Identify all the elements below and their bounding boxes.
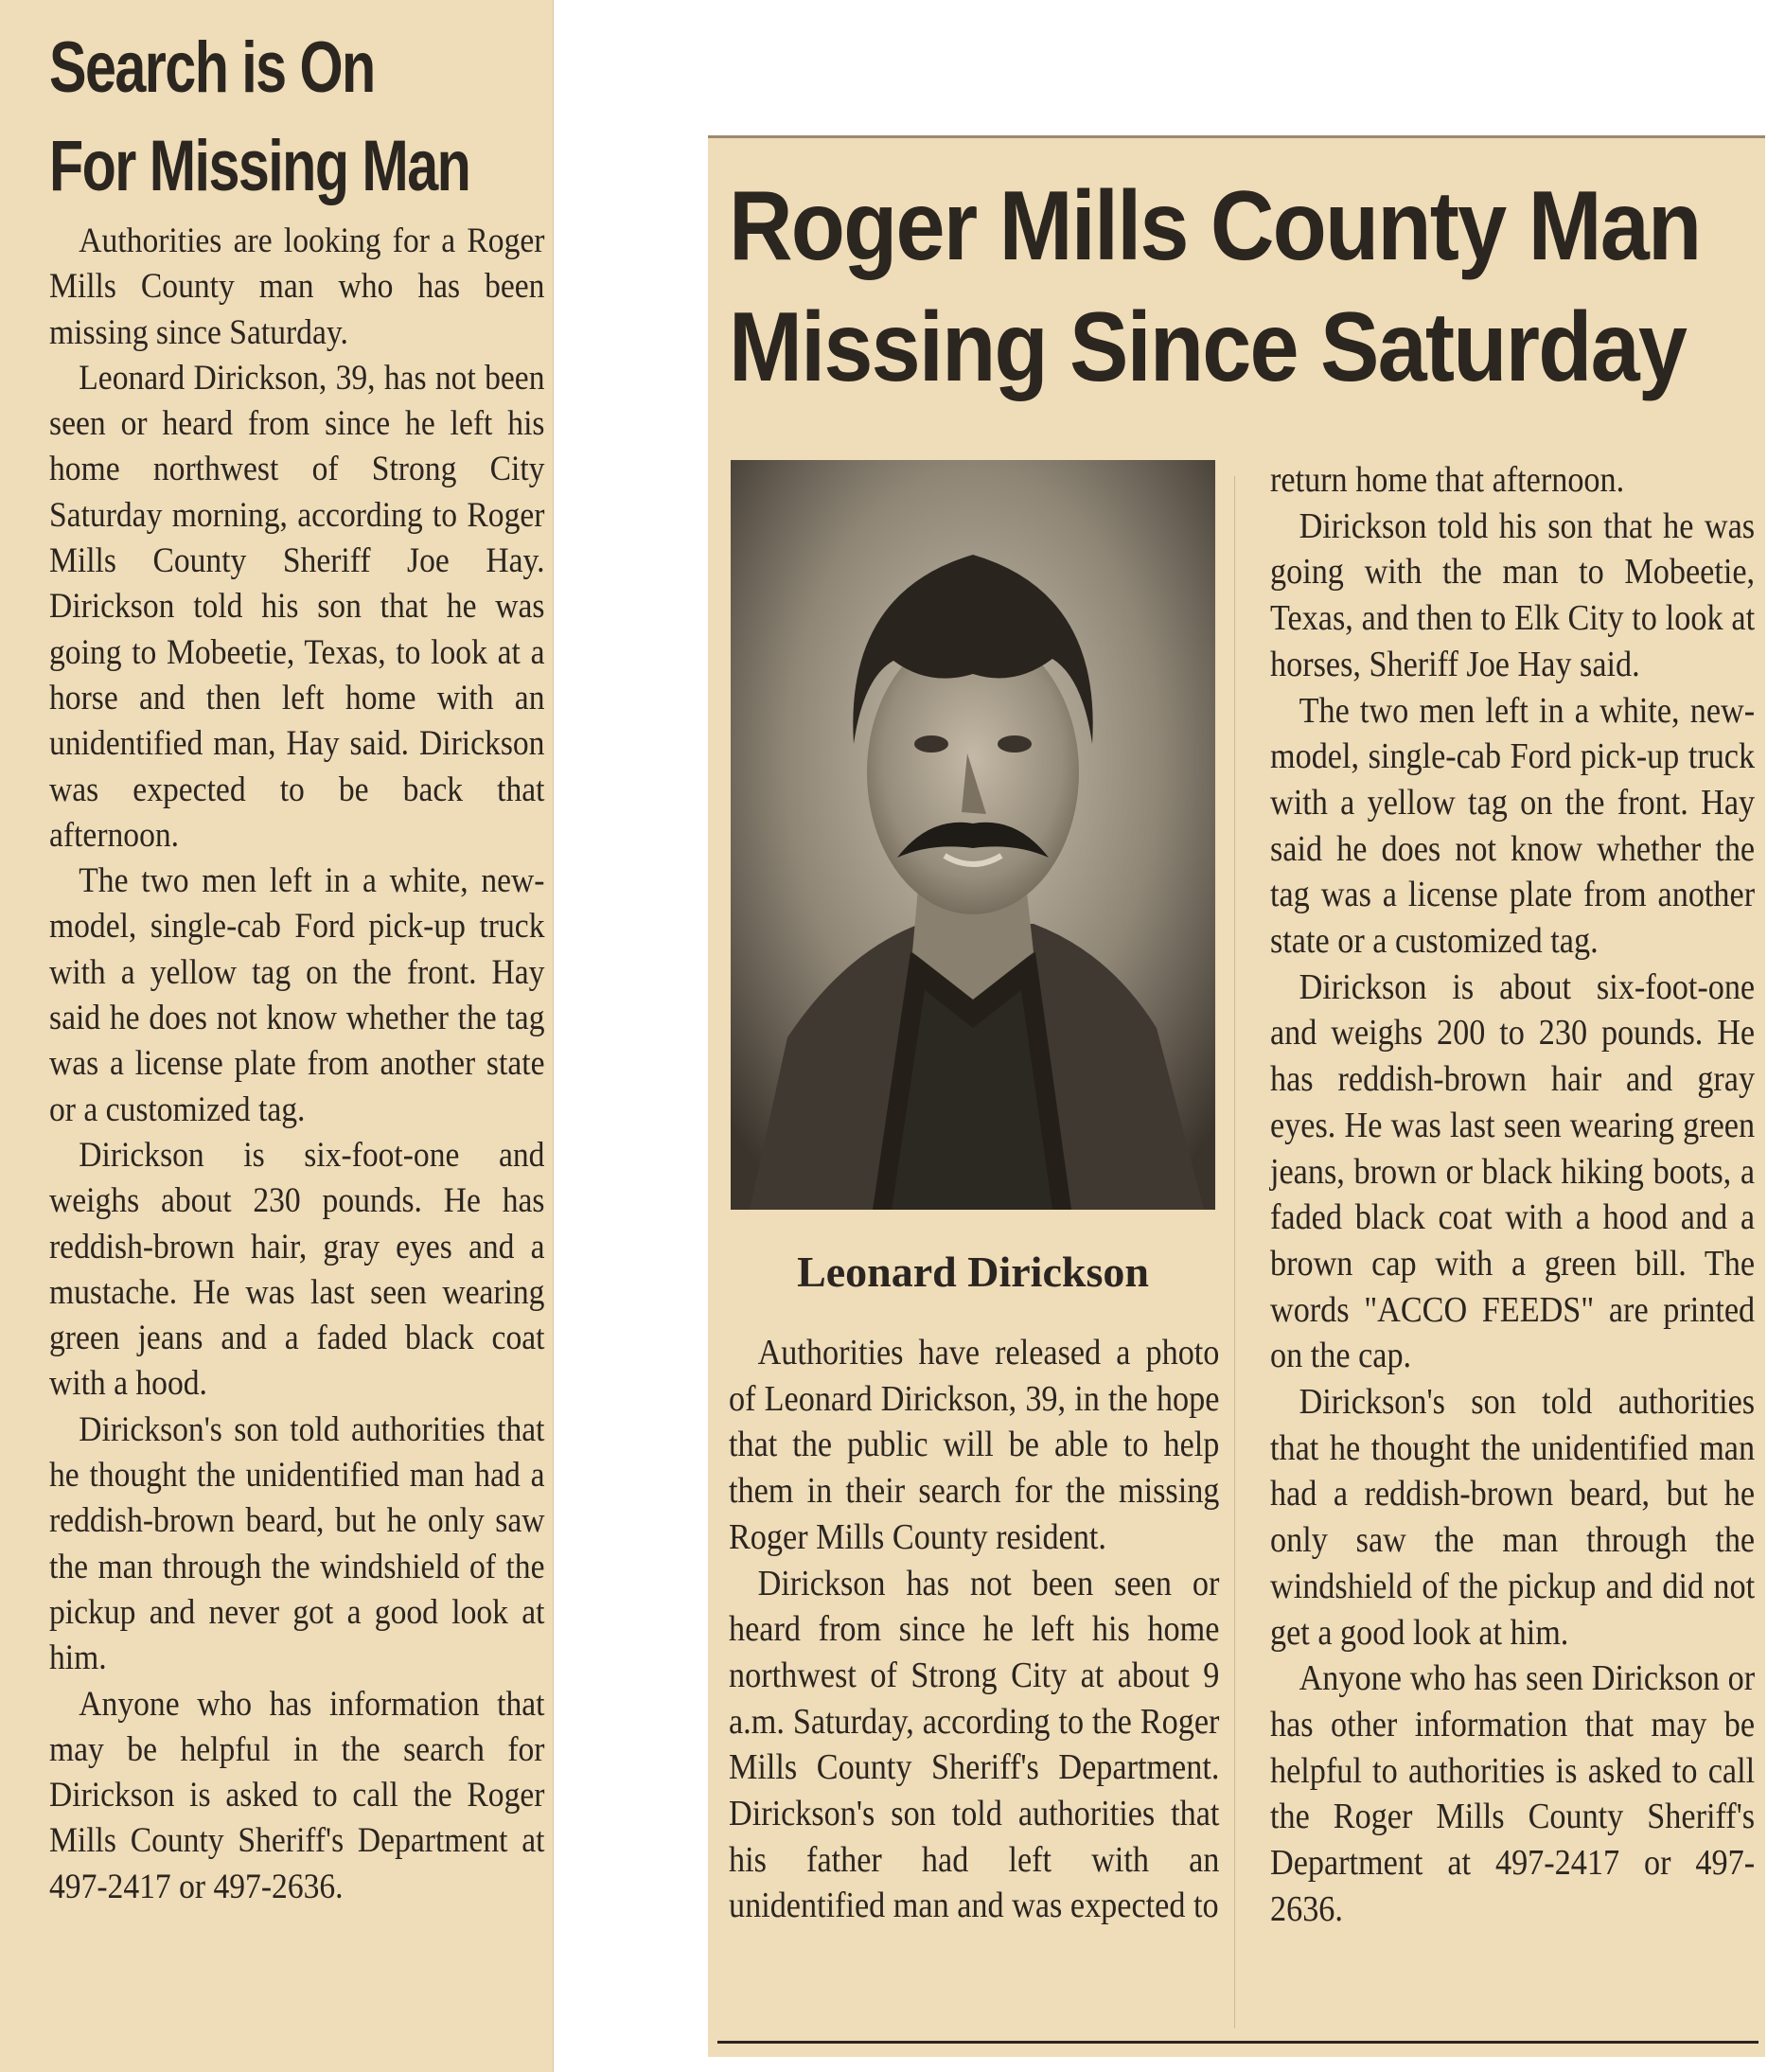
- top-rule: [708, 135, 1765, 138]
- left-paragraph: Dirickson's son told authorities that he thought the unidentified man had a reddish-brown beard, but he only saw the man through the windshield of the pickup and never got a good look at him.: [49, 1408, 545, 1677]
- right-paragraph: Dirickson's son told authorities that he thought the unidentified man had a reddish-brown beard, but he only saw the man through the windshield of the pickup and did not get a good look at him.: [1270, 1382, 1756, 1653]
- portrait-photo-image: [731, 460, 1215, 1210]
- right-headline-line1: Roger Mills County Man: [729, 171, 1701, 281]
- left-headline-line2: For Missing Man: [49, 126, 470, 206]
- right-paragraph: return home that afternoon.: [1270, 460, 1625, 500]
- left-paragraph: Leonard Dirickson, 39, has not been seen or heard from since he left his home northwest of Strong City Saturday morning, according to Roger Mills County Sheriff Joe Hay. Dirickson told his son that he was going to Mobeetie, Texas, to look at a horse and then left home with an unidentified man, Hay said. Dirickson was expected to be back that afternoon.: [49, 357, 545, 854]
- left-clipping: [0, 0, 554, 2072]
- right-headline-line2: Missing Since Saturday: [729, 292, 1687, 402]
- right-paragraph: Dirickson has not been seen or heard from since he left his home northwest of Strong City at about 9 a.m. Saturday, according to the Roger Mills County Sheriff's Department. Dirickson's son told authorities that his father had left with an unidentified man and was expected to: [729, 1563, 1220, 1926]
- left-paragraph: Dirickson is six-foot-one and weighs about 230 pounds. He has reddish-brown hair, gray eyes and a mustache. He was last seen wearing green jeans and a faded black coat with a hood.: [49, 1134, 545, 1403]
- left-paragraph: The two men left in a white, new-model, single-cab Ford pick-up truck with a yellow tag on the front. Hay said he does not know whether the tag was a license plate from another state or a customized tag.: [49, 860, 545, 1128]
- left-headline-line1: Search is On: [49, 27, 375, 108]
- right-column-a: [729, 1330, 1219, 1929]
- right-paragraph: The two men left in a white, new-model, single-cab Ford pick-up truck with a yellow tag on the front. Hay said he does not know whether the tag was a license plate from another state or a customized tag.: [1270, 690, 1756, 962]
- right-paragraph: Dirickson is about six-foot-one and weighs 200 to 230 pounds. He has reddish-brown hair and gray eyes. He was last seen wearing green jeans, brown or black hiking boots, a faded black coat with a hood and a brown cap with a green bill. The words "ACCO FEEDS" are printed on the cap.: [1270, 966, 1756, 1376]
- portrait-photo: [731, 460, 1215, 1210]
- bottom-rule: [717, 2041, 1758, 2044]
- right-headline: [729, 166, 1785, 408]
- right-paragraph: Anyone who has seen Dirickson or has other information that may be helpful to authorities is asked to call the Roger Mills County Sheriff's Department at 497-2417 or 497-2636.: [1270, 1658, 1756, 1929]
- left-paragraph: Anyone who has information that may be helpful in the search for Dirickson is asked to call the Roger Mills County Sheriff's Department at 497-2417 or 497-2636.: [49, 1683, 545, 1905]
- right-paragraph: Authorities have released a photo of Leonard Dirickson, 39, in the hope that the public will be able to help them in their search for the missing Roger Mills County resident.: [729, 1333, 1220, 1557]
- right-paragraph: Dirickson told his son that he was going with the man to Mobeetie, Texas, and then to Elk City to look at horses, Sheriff Joe Hay said.: [1270, 505, 1756, 684]
- left-paragraph: Authorities are looking for a Roger Mills County man who has been missing since Saturday.: [49, 221, 545, 351]
- photo-caption: Leonard Dirickson: [797, 1248, 1149, 1296]
- column-rule: [1234, 476, 1235, 2028]
- right-clipping: [708, 135, 1765, 2057]
- right-column-b: [1270, 457, 1755, 1933]
